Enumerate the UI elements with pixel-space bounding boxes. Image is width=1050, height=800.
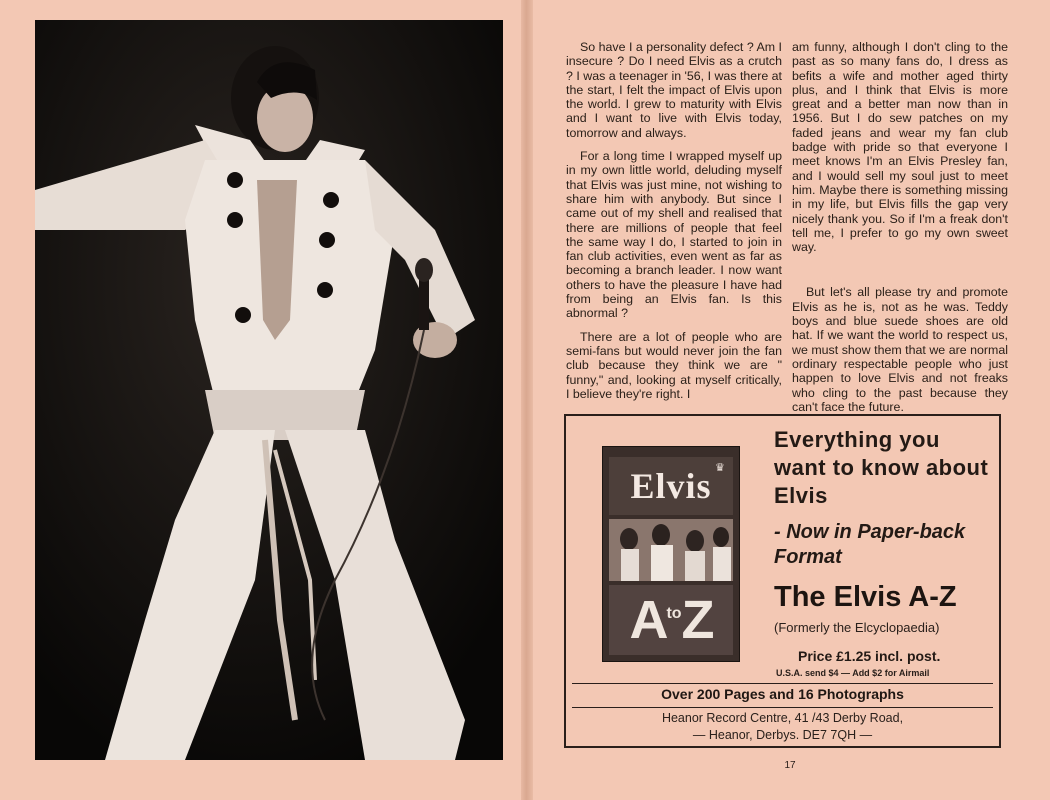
article-paragraph: So have I a personality defect ? Am I insecure ? Do I need Elvis as a crutch ? I was a teenager in '56, I was there at the start, I felt the impact of Elvis upon the world. I grew to maturity with Elvis and I want to live with Elvis today, tomorrow and always. xyxy=(566,40,782,140)
ad-address-line-2: — Heanor, Derbys. DE7 7QH — xyxy=(692,728,873,742)
performer-illustration xyxy=(35,20,503,760)
article-paragraph: For a long time I wrapped myself up in my own little world, deluding myself that Elvis was just mine, not wishing to share him with anybody. But since I came out of my shell and realised that there are millions of people that feel the same way I do, I started to join in fan club activities, even went as far as becoming a branch leader. I now want others to have the pleasure I have had from being an Elvis fan. Is this abnormal ? xyxy=(566,149,782,321)
ad-headline: Everything you want to know about Elvis xyxy=(774,427,989,508)
book-cover-title: Elvis xyxy=(630,466,712,506)
article-paragraph: am funny, although I don't cling to the past as so many fans do, I dress as befits a wife and mother aged thirty plus, and I think that Elvis is more great and a better man now than in 1956. But I do sew patches on my faded jeans and wear my fan club badge with pride so that everyone I meet knows I'm an Elvis Presley fan, and I would sell my soul just to meet him. Maybe there is something missing in my life, but Elvis fills the gap very nicely thank you. So if I'm a freak don't tell me, I prefer to go my own sweet way. xyxy=(792,40,1008,255)
article-column-1 xyxy=(566,40,782,410)
book-cover-a: A xyxy=(629,590,667,650)
performer-photo xyxy=(35,20,503,760)
paragraph-gap xyxy=(792,263,1008,285)
ad-usa-price: U.S.A. send $4 — Add $2 for Airmail xyxy=(776,668,930,678)
book-cover-atoz xyxy=(609,591,733,663)
book-advertisement xyxy=(564,414,1001,748)
book-cover-photo xyxy=(609,519,733,581)
ad-divider-top xyxy=(572,683,993,684)
book-cover-figures xyxy=(609,519,733,581)
ad-pages-info: Over 200 Pages and 16 Photographs xyxy=(661,686,904,702)
book-cover-to: to xyxy=(666,605,682,622)
crown-icon: ♛ xyxy=(715,462,725,474)
book-cover xyxy=(602,446,740,662)
page-gutter xyxy=(521,0,533,800)
ad-formerly-note: (Formerly the Elcyclopaedia) xyxy=(774,620,940,635)
article-paragraph: There are a lot of people who are semi-fans but would never join the fan club because they think we are " funny," and, looking at myself critically, I believe they're right. I xyxy=(566,329,782,401)
article-column-2 xyxy=(792,40,1008,423)
ad-subheadline: - Now in Paper-back Format xyxy=(774,521,966,568)
ad-price: Price £1.25 incl. post. xyxy=(798,648,941,664)
article-paragraph: But let's all please try and promote Elvis as he is, not as he was. Teddy boys and blue suede shoes are old hat. If we want the world to respect us, we must show them that we are normal ordinary respectable people who just happen to love Elvis and not freaks who cling to the past because they can't face the future. xyxy=(792,285,1008,414)
ad-address-line-1: Heanor Record Centre, 41 /43 Derby Road, xyxy=(661,711,904,725)
ad-address xyxy=(566,710,999,744)
ad-divider-bottom xyxy=(572,707,993,708)
page-number: 17 xyxy=(784,760,796,771)
ad-product-name: The Elvis A-Z xyxy=(774,581,957,613)
book-cover-z: Z xyxy=(681,590,713,650)
